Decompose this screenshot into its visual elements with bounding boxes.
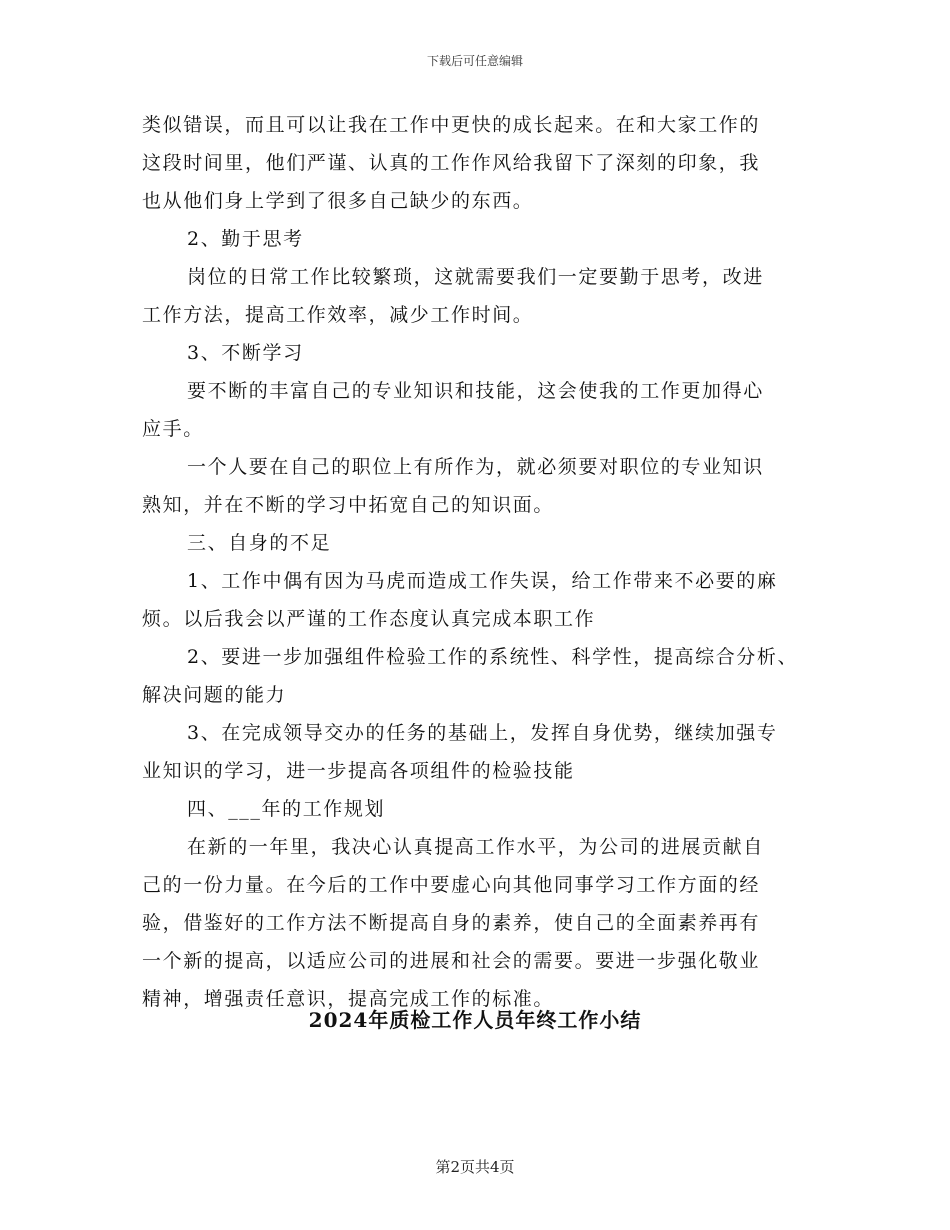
list-item-line: 1、工作中偶有因为马虎而造成工作失误，给工作带来不必要的麻: [187, 570, 778, 592]
paragraph-line: 在新的一年里，我决心认真提高工作水平，为公司的进展贡献自: [187, 836, 764, 858]
paragraph-line: 岗位的日常工作比较繁琐，这就需要我们一定要勤于思考，改进: [187, 266, 764, 288]
section-heading: 2、勤于思考: [187, 228, 304, 250]
paragraph-line: 工作方法，提高工作效率，减少工作时间。: [142, 304, 534, 326]
list-item-line: 烦。以后我会以严谨的工作态度认真完成本职工作: [142, 608, 596, 630]
document-body: [142, 106, 832, 1018]
paragraph-line: 精神，增强责任意识，提高完成工作的标准。: [142, 988, 555, 1010]
page-header-note: 下载后可任意编辑: [426, 54, 523, 68]
document-title: 2024年质检工作人员年终工作小结: [308, 1008, 642, 1032]
paragraph-line: 这段时间里，他们严谨、认真的工作作风给我留下了深刻的印象，我: [142, 152, 761, 174]
list-item-line: 业知识的学习，进一步提高各项组件的检验技能: [142, 760, 575, 782]
paragraph-line: 类似错误，而且可以让我在工作中更快的成长起来。在和大家工作的: [142, 114, 761, 136]
paragraph-line: 一个新的提高，以适应公司的进展和社会的需要。要进一步强化敬业: [142, 950, 761, 972]
section-heading: 三、自身的不足: [187, 532, 332, 554]
list-item-line: 2、要进一步加强组件检验工作的系统性、科学性，提高综合分析、: [187, 646, 799, 668]
page-number: 第2页共4页: [435, 1158, 515, 1176]
section-heading: 3、不断学习: [187, 342, 304, 364]
list-item-line: 3、在完成领导交办的任务的基础上，发挥自身优势，继续加强专: [187, 722, 778, 744]
list-item-line: 解决问题的能力: [142, 684, 287, 706]
paragraph-line: 验，借鉴好的工作方法不断提高自身的素养，使自己的全面素养再有: [142, 912, 761, 934]
paragraph-line: 也从他们身上学到了很多自己缺少的东西。: [142, 190, 534, 212]
paragraph-line: 应手。: [142, 418, 204, 440]
paragraph-line: 一个人要在自己的职位上有所作为，就必须要对职位的专业知识: [187, 456, 764, 478]
paragraph-line: 要不断的丰富自己的专业知识和技能，这会使我的工作更加得心: [187, 380, 764, 402]
section-heading: 四、___年的工作规划: [187, 798, 386, 820]
paragraph-line: 己的一份力量。在今后的工作中要虚心向其他同事学习工作方面的经: [142, 874, 761, 896]
paragraph-line: 熟知，并在不断的学习中拓宽自己的知识面。: [142, 494, 555, 516]
